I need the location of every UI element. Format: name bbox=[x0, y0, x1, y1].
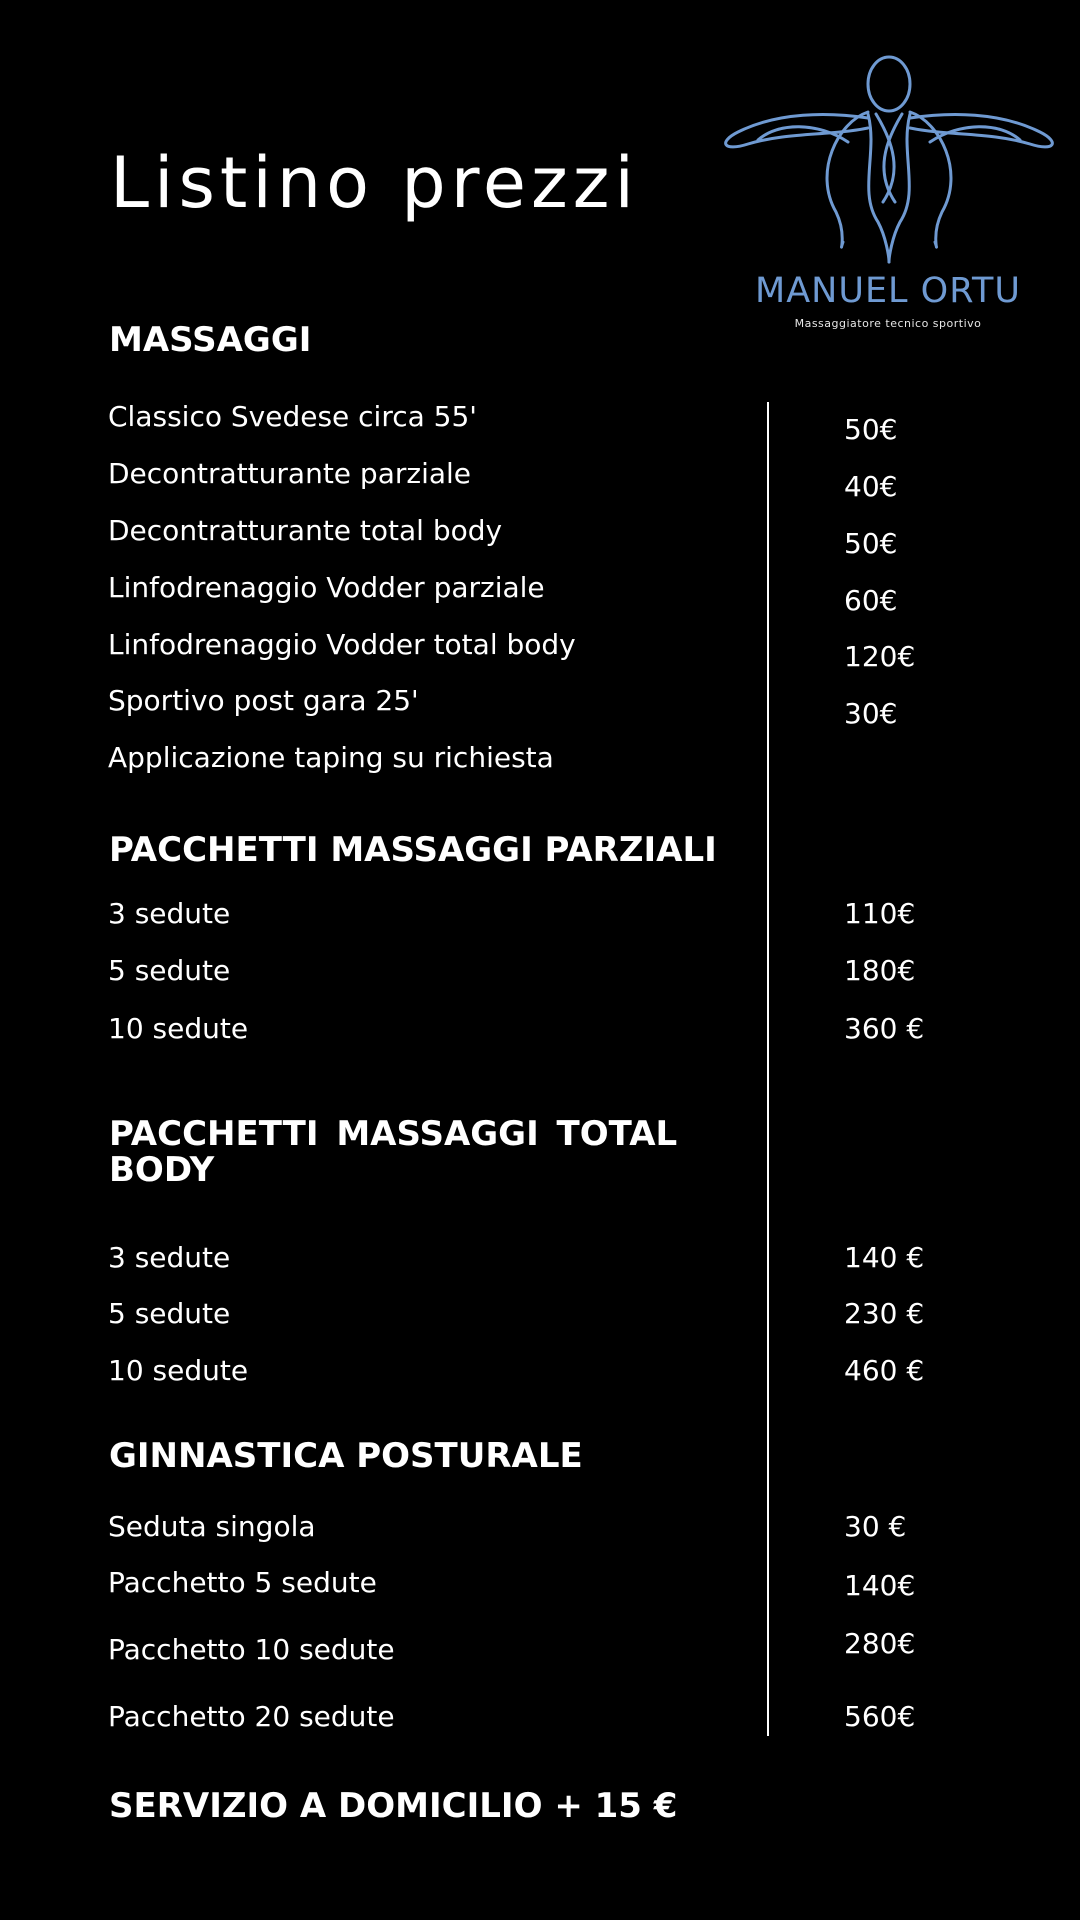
list-item-name: 10 sedute bbox=[108, 1354, 249, 1387]
list-item-name: Decontratturante parziale bbox=[108, 457, 472, 490]
brand-tagline: Massaggiatore tecnico sportivo bbox=[794, 317, 982, 330]
list-item-price: 120€ bbox=[844, 640, 916, 673]
brand-name: MANUEL ORTU bbox=[755, 271, 1021, 311]
list-item-price: 560€ bbox=[844, 1700, 916, 1733]
list-item-price: 50€ bbox=[844, 527, 898, 560]
list-item-price: 60€ bbox=[844, 584, 898, 617]
list-item-name: Classico Svedese circa 55' bbox=[108, 400, 478, 433]
list-item-price: 140 € bbox=[844, 1241, 925, 1274]
section-heading-pacchetti-total-body: PACCHETTI MASSAGGI TOTAL BODY bbox=[109, 1114, 678, 1190]
section-heading-pacchetti-parziali: PACCHETTI MASSAGGI PARZIALI bbox=[109, 830, 717, 870]
list-item-price: 30€ bbox=[844, 697, 898, 730]
list-item-price: 40€ bbox=[844, 470, 898, 503]
list-item-name: 5 sedute bbox=[108, 954, 231, 987]
list-item-price: 230 € bbox=[844, 1297, 925, 1330]
list-item-price: 460 € bbox=[844, 1354, 925, 1387]
section-heading-ginnastica-posturale: GINNASTICA POSTURALE bbox=[109, 1436, 583, 1476]
figure-logo-icon bbox=[718, 52, 1058, 267]
home-service-note: SERVIZIO A DOMICILIO + 15 € bbox=[109, 1786, 678, 1826]
list-item-name: Linfodrenaggio Vodder parziale bbox=[108, 571, 545, 604]
list-item-name: 10 sedute bbox=[108, 1012, 249, 1045]
section-heading-massaggi: MASSAGGI bbox=[109, 320, 312, 360]
list-item-name: Pacchetto 20 sedute bbox=[108, 1700, 395, 1733]
list-item-price: 50€ bbox=[844, 413, 898, 446]
list-item-name: Linfodrenaggio Vodder total body bbox=[108, 628, 576, 661]
list-item-price: 180€ bbox=[844, 954, 916, 987]
list-item-name: 3 sedute bbox=[108, 897, 231, 930]
page-title: Listino prezzi bbox=[110, 142, 639, 224]
list-item-price: 30 € bbox=[844, 1510, 907, 1543]
brand-logo bbox=[718, 52, 1058, 342]
list-item-name: 3 sedute bbox=[108, 1241, 231, 1274]
list-item-name: Pacchetto 10 sedute bbox=[108, 1633, 395, 1666]
list-item-name: 5 sedute bbox=[108, 1297, 231, 1330]
list-item-price: 140€ bbox=[844, 1569, 916, 1602]
list-item-name: Sportivo post gara 25' bbox=[108, 684, 419, 717]
list-item-name: Decontratturante total body bbox=[108, 514, 503, 547]
list-item-name: Seduta singola bbox=[108, 1510, 316, 1543]
list-item-price: 280€ bbox=[844, 1627, 916, 1660]
list-item-name: Applicazione taping su richiesta bbox=[108, 741, 554, 774]
list-item-name: Pacchetto 5 sedute bbox=[108, 1566, 377, 1599]
column-divider bbox=[767, 402, 769, 1736]
list-item-price: 110€ bbox=[844, 897, 916, 930]
list-item-price: 360 € bbox=[844, 1012, 925, 1045]
